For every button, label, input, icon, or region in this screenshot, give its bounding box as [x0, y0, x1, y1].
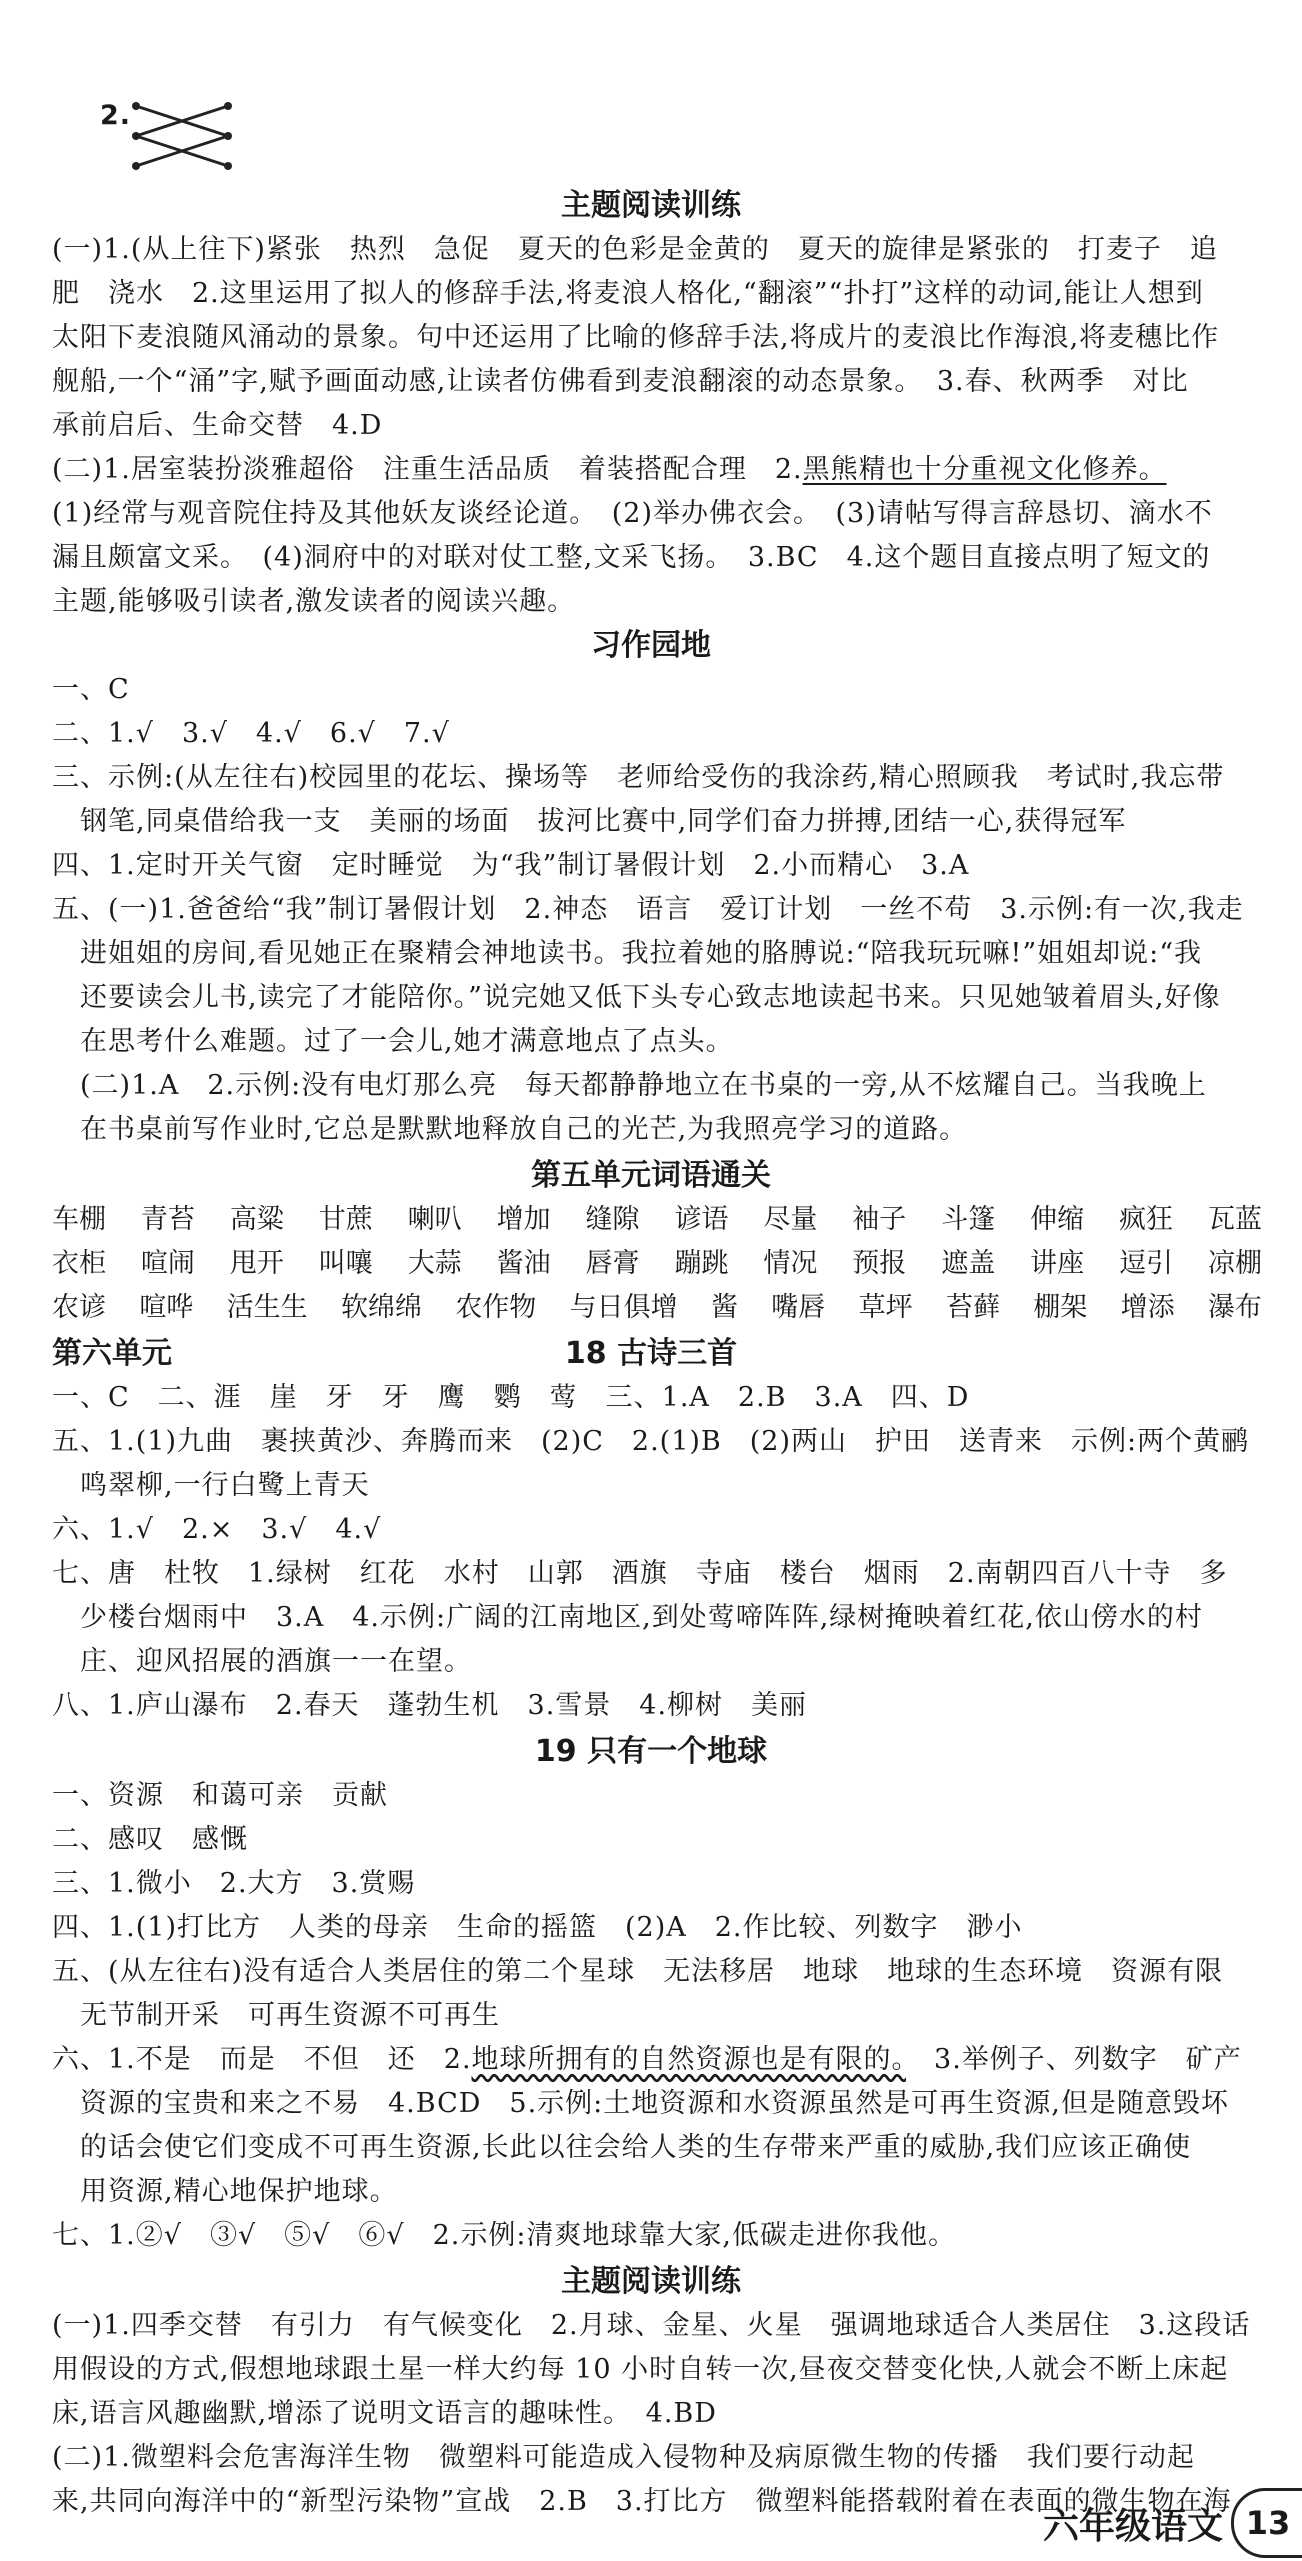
- lesson19-line-7-tail: 3.举例子、列数字 矿产: [906, 2044, 1242, 2075]
- reading2-line-1: (一)1.四季交替 有引力 有气候变化 2.月球、金星、火星 强调地球适合人类居住 3.这段话: [52, 2310, 1251, 2341]
- lesson19-line-1: 一、资源 和蔼可亲 贡献: [52, 1780, 388, 1811]
- vocab-word: 农谚: [52, 1292, 106, 1323]
- reading1-line-2: 肥 浇水 2.这里运用了拟人的修辞手法,将麦浪人格化,“翻滚”“扑打”这样的动词,能让人想到: [52, 278, 1204, 309]
- poem18-line-4: 六、1.√ 2.× 3.√ 4.√: [52, 1514, 382, 1545]
- vocab-word: 活生生: [226, 1292, 308, 1323]
- writing-line-1: 一、C: [52, 674, 130, 705]
- lesson19-line-7-text: 六、1.不是 而是 不但 还 2.: [52, 2044, 472, 2075]
- writing-line-7: 进姐姐的房间,看见她正在聚精会神地读书。我拉着她的胳膊说:“陪我玩玩嘛!”姐姐却说:“我: [52, 938, 1203, 969]
- vocab-word: 青苔: [140, 1204, 195, 1235]
- vocab-word: 衣柜: [52, 1248, 106, 1279]
- vocab-word: 嘴唇: [771, 1292, 826, 1323]
- vocab-row-2: [52, 1244, 1262, 1284]
- reading2-line-5: 来,共同向海洋中的“新型污染物”宣战 2.B 3.打比方 微塑料能搭载附着在表面的微生物在海: [52, 2486, 1232, 2517]
- vocab-row-3: [52, 1288, 1262, 1328]
- vocab-row-1: [52, 1200, 1262, 1240]
- vocab-word: 伸缩: [1030, 1204, 1085, 1235]
- section-heading-lesson19: 19 只有一个地球: [534, 1734, 768, 1769]
- writing-line-5: 四、1.定时开关气窗 定时睡觉 为“我”制订暑假计划 2.小而精心 3.A: [52, 850, 970, 881]
- vocab-word: 逗引: [1119, 1248, 1174, 1279]
- reading1-line-7: (1)经常与观音院住持及其他妖友谈经论道。 (2)举办佛衣会。 (3)请帖写得言辞恳切、滴水不: [52, 498, 1213, 529]
- poem18-line-1: 一、C 二、涯 崖 牙 牙 鹰 鹦 莺 三、1.A 2.B 3.A 四、D: [52, 1382, 970, 1413]
- lesson19-line-9: 的话会使它们变成不可再生资源,长此以往会给人类的生存带来严重的威胁,我们应该正确使: [52, 2132, 1192, 2163]
- lesson19-line-11: 七、1.②√ ③√ ⑤√ ⑥√ 2.示例:清爽地球靠大家,低碳走进你我他。: [52, 2220, 957, 2251]
- vocab-word: 讲座: [1030, 1248, 1085, 1279]
- lesson19-line-7: [52, 2040, 1262, 2080]
- poem18-line-7: 庄、迎风招展的酒旗一一在望。: [52, 1646, 472, 1677]
- poem18-line-6: 少楼台烟雨中 3.A 4.示例:广阔的江南地区,到处莺啼阵阵,绿树掩映着红花,依山傍水的村: [52, 1602, 1203, 1633]
- poem18-line-2: 五、1.(1)九曲 裹挟黄沙、奔腾而来 (2)C 2.(1)B (2)两山 护田 送青来 示例:两个黄鹂: [52, 1426, 1250, 1457]
- vocab-word: 车棚: [52, 1204, 106, 1235]
- vocab-word: 喇叭: [407, 1204, 462, 1235]
- reading1-line-4: 舰船,一个“涌”字,赋予画面动感,让读者仿佛看到麦浪翻滚的动态景象。 3.春、秋两季 对比: [52, 366, 1189, 397]
- underlined-answer: 黑熊精也十分重视文化修养。: [802, 454, 1167, 485]
- unit6-label: 第六单元: [52, 1336, 172, 1371]
- vocab-word: 袖子: [852, 1204, 907, 1235]
- writing-line-6: 五、(一)1.爸爸给“我”制订暑假计划 2.神态 语言 爱订计划 一丝不苟 3.示例:有一次,我走: [52, 894, 1244, 925]
- lesson19-line-6: 无节制开采 可再生资源不可再生: [52, 2000, 500, 2031]
- reading2-line-3: 床,语言风趣幽默,增添了说明文语言的趣味性。 4.BD: [52, 2398, 717, 2429]
- q2-label: 2.: [100, 100, 132, 131]
- vocab-word: 增添: [1120, 1292, 1175, 1323]
- page-number-badge: 13: [1231, 2488, 1302, 2558]
- lesson19-line-4: 四、1.(1)打比方 人类的母亲 生命的摇篮 (2)A 2.作比较、列数字 渺小: [52, 1912, 1023, 1943]
- lesson19-line-3: 三、1.微小 2.大方 3.赏赐: [52, 1868, 416, 1899]
- vocab-word: 软绵绵: [340, 1292, 422, 1323]
- reading1-line-6-text: (二)1.居室装扮淡雅超俗 注重生活品质 着装搭配合理 2.: [52, 454, 803, 485]
- writing-line-4: 钢笔,同桌借给我一支 美丽的场面 拔河比赛中,同学们奋力拼搏,团结一心,获得冠军: [52, 806, 1127, 837]
- section-heading-reading-2: 主题阅读训练: [561, 2264, 741, 2299]
- vocab-word: 棚架: [1033, 1292, 1088, 1323]
- writing-line-10: (二)1.A 2.示例:没有电灯那么亮 每天都静静地立在书桌的一旁,从不炫耀自己。当我晚上: [52, 1070, 1207, 1101]
- writing-line-2: 二、1.√ 3.√ 4.√ 6.√ 7.√: [52, 718, 450, 749]
- vocab-word: 甩开: [229, 1248, 284, 1279]
- vocab-word: 酱: [710, 1292, 738, 1323]
- vocab-word: 瀑布: [1207, 1292, 1262, 1323]
- vocab-word: 凉棚: [1207, 1248, 1262, 1279]
- vocab-word: 疯狂: [1119, 1204, 1174, 1235]
- matching-lines-diagram: [128, 96, 238, 176]
- vocab-word: 甘蔗: [318, 1204, 373, 1235]
- vocab-word: 瓦蓝: [1207, 1204, 1262, 1235]
- section-heading-poem18: 18 古诗三首: [564, 1336, 738, 1371]
- writing-line-11: 在书桌前写作业时,它总是默默地释放自己的光芒,为我照亮学习的道路。: [52, 1114, 968, 1145]
- vocab-word: 情况: [763, 1248, 818, 1279]
- lesson19-line-8: 资源的宝贵和来之不易 4.BCD 5.示例:土地资源和水资源虽然是可再生资源,但是随意毁坏: [52, 2088, 1229, 2119]
- vocab-word: 缝隙: [585, 1204, 640, 1235]
- lesson19-line-10: 用资源,精心地保护地球。: [52, 2176, 398, 2207]
- footer-book-label: 六年级语文: [1042, 2505, 1223, 2547]
- section-heading-unit5-vocab: 第五单元词语通关: [531, 1158, 771, 1193]
- lesson19-line-5: 五、(从左往右)没有适合人类居住的第二个星球 无法移居 地球 地球的生态环境 资源有限: [52, 1956, 1224, 1987]
- writing-line-8: 还要读会儿书,读完了才能陪你。”说完她又低下头专心致志地读起书来。只见她皱着眉头,好像: [52, 982, 1221, 1013]
- writing-line-9: 在思考什么难题。过了一会儿,她才满意地点了点头。: [52, 1026, 734, 1057]
- reading1-line-9: 主题,能够吸引读者,激发读者的阅读兴趣。: [52, 586, 576, 617]
- reading1-line-3: 太阳下麦浪随风涌动的景象。句中还运用了比喻的修辞手法,将成片的麦浪比作海浪,将麦穗比作: [52, 322, 1220, 353]
- vocab-word: 谚语: [674, 1204, 729, 1235]
- reading1-line-1: (一)1.(从上往下)紧张 热烈 急促 夏天的色彩是金黄的 夏天的旋律是紧张的 打麦子 追: [52, 234, 1218, 265]
- vocab-word: 增加: [496, 1204, 551, 1235]
- vocab-word: 预报: [852, 1248, 907, 1279]
- vocab-word: 苔藓: [945, 1292, 1000, 1323]
- vocab-word: 草坪: [858, 1292, 913, 1323]
- reading1-line-8: 漏且颇富文采。 (4)洞府中的对联对仗工整,文采飞扬。 3.BC 4.这个题目直接点明了短文的: [52, 542, 1211, 573]
- lesson19-line-2: 二、感叹 感慨: [52, 1824, 248, 1855]
- poem18-line-5: 七、唐 杜牧 1.绿树 红花 水村 山郭 酒旗 寺庙 楼台 烟雨 2.南朝四百八十寺 多: [52, 1558, 1228, 1589]
- writing-line-3: 三、示例:(从左往右)校园里的花坛、操场等 老师给受伤的我涂药,精心照顾我 考试时,我忘带: [52, 762, 1225, 793]
- vocab-word: 尽量: [763, 1204, 818, 1235]
- section-heading-reading-1: 主题阅读训练: [561, 188, 741, 223]
- vocab-word: 遮盖: [941, 1248, 996, 1279]
- reading2-line-2: 用假设的方式,假想地球跟土星一样大约每 10 小时自转一次,昼夜交替变化快,人就会不断上床起: [52, 2354, 1229, 2385]
- vocab-word: 大蒜: [407, 1248, 462, 1279]
- vocab-word: 唇膏: [585, 1248, 640, 1279]
- vocab-word: 斗篷: [941, 1204, 996, 1235]
- vocab-word: 蹦跳: [674, 1248, 729, 1279]
- section-heading-writing: 习作园地: [591, 628, 711, 663]
- reading2-line-4: (二)1.微塑料会危害海洋生物 微塑料可能造成入侵物种及病原微生物的传播 我们要行动起: [52, 2442, 1195, 2473]
- vocab-word: 酱油: [496, 1248, 551, 1279]
- vocab-word: 农作物: [455, 1292, 537, 1323]
- vocab-word: 叫嚷: [318, 1248, 373, 1279]
- vocab-word: 与日俱增: [569, 1292, 678, 1323]
- poem18-line-3: 鸣翠柳,一行白鹭上青天: [52, 1470, 370, 1501]
- vocab-word: 喧闹: [140, 1248, 195, 1279]
- vocab-word: 高粱: [229, 1204, 284, 1235]
- vocab-word: 喧哗: [139, 1292, 194, 1323]
- wavy-underlined-answer: 地球所拥有的自然资源也是有限的。: [471, 2044, 907, 2075]
- reading1-line-6: [52, 450, 1262, 490]
- poem18-line-8: 八、1.庐山瀑布 2.春天 蓬勃生机 3.雪景 4.柳树 美丽: [52, 1690, 808, 1721]
- page-footer: [1043, 2488, 1302, 2558]
- reading1-line-5: 承前启后、生命交替 4.D: [52, 410, 383, 441]
